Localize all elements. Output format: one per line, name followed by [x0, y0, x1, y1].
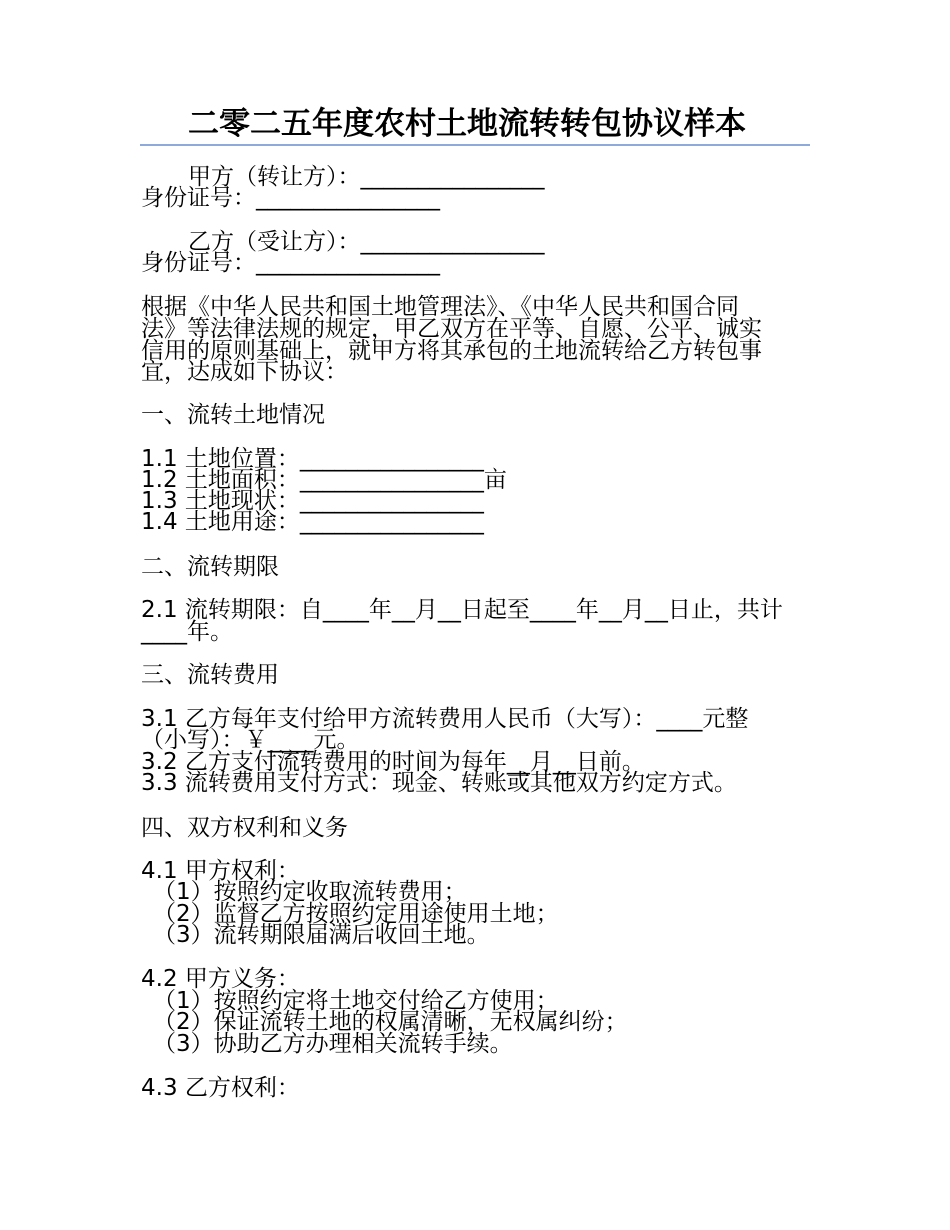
duties-item: （2）保证流转土地的权属清晰，无权属纠纷；	[153, 1009, 628, 1035]
term-line: ____年。	[141, 619, 233, 645]
intro-line: 信用的原则基础上，就甲方将其承包的土地流转给乙方转包事	[141, 338, 762, 364]
term-line: 2.1 流转期限：自____年__月__日起至____年__月__日止，共计	[141, 597, 783, 623]
section-4-heading: 四、双方权利和义务	[141, 815, 348, 841]
party-a-duties-heading: 4.2 甲方义务：	[141, 966, 300, 992]
land-item: 1.1 土地位置：________________	[141, 446, 484, 472]
fee-line: 3.3 流转费用支付方式：现金、转账或其他双方约定方式。	[141, 770, 737, 796]
party-b-id-line: 身份证号：________________	[141, 250, 440, 276]
land-item: 1.2 土地面积：________________亩	[141, 467, 507, 493]
title-block	[140, 104, 810, 146]
party-a-name-line: 甲方（转让方）：________________	[188, 164, 545, 190]
document-title: 二零二五年度农村土地流转转包协议样本	[188, 106, 746, 142]
party-b-rights-heading: 4.3 乙方权利：	[141, 1075, 300, 1101]
party-b-name-line: 乙方（受让方）：________________	[188, 229, 545, 255]
section-3-heading: 三、流转费用	[141, 662, 279, 688]
intro-line: 根据《中华人民共和国土地管理法》、《中华人民共和国合同	[141, 294, 739, 320]
rights-item: （3）流转期限届满后收回土地。	[153, 922, 490, 948]
party-a-id-line: 身份证号：________________	[141, 185, 440, 211]
rights-item: （1）按照约定收取流转费用；	[153, 879, 467, 905]
section-2-heading: 二、流转期限	[141, 554, 279, 580]
section-1-heading: 一、流转土地情况	[141, 402, 325, 428]
land-item: 1.3 土地现状：________________	[141, 488, 484, 514]
intro-line: 法》等法律法规的规定，甲乙双方在平等、自愿、公平、诚实	[141, 316, 762, 342]
rights-item: （2）监督乙方按照约定用途使用土地；	[153, 901, 559, 927]
intro-line: 宜，达成如下协议：	[141, 359, 348, 385]
fee-line: 3.1 乙方每年支付给甲方流转费用人民币（大写）：____元整	[141, 706, 749, 732]
fee-line: （小写）：￥____元。	[141, 727, 360, 753]
land-item: 1.4 土地用途：________________	[141, 509, 484, 535]
fee-line: 3.2 乙方支付流转费用的时间为每年__月__日前。	[141, 749, 645, 775]
duties-item: （1）按照约定将土地交付给乙方使用；	[153, 988, 559, 1014]
duties-item: （3）协助乙方办理相关流转手续。	[153, 1031, 513, 1057]
party-a-rights-heading: 4.1 甲方权利：	[141, 858, 300, 884]
